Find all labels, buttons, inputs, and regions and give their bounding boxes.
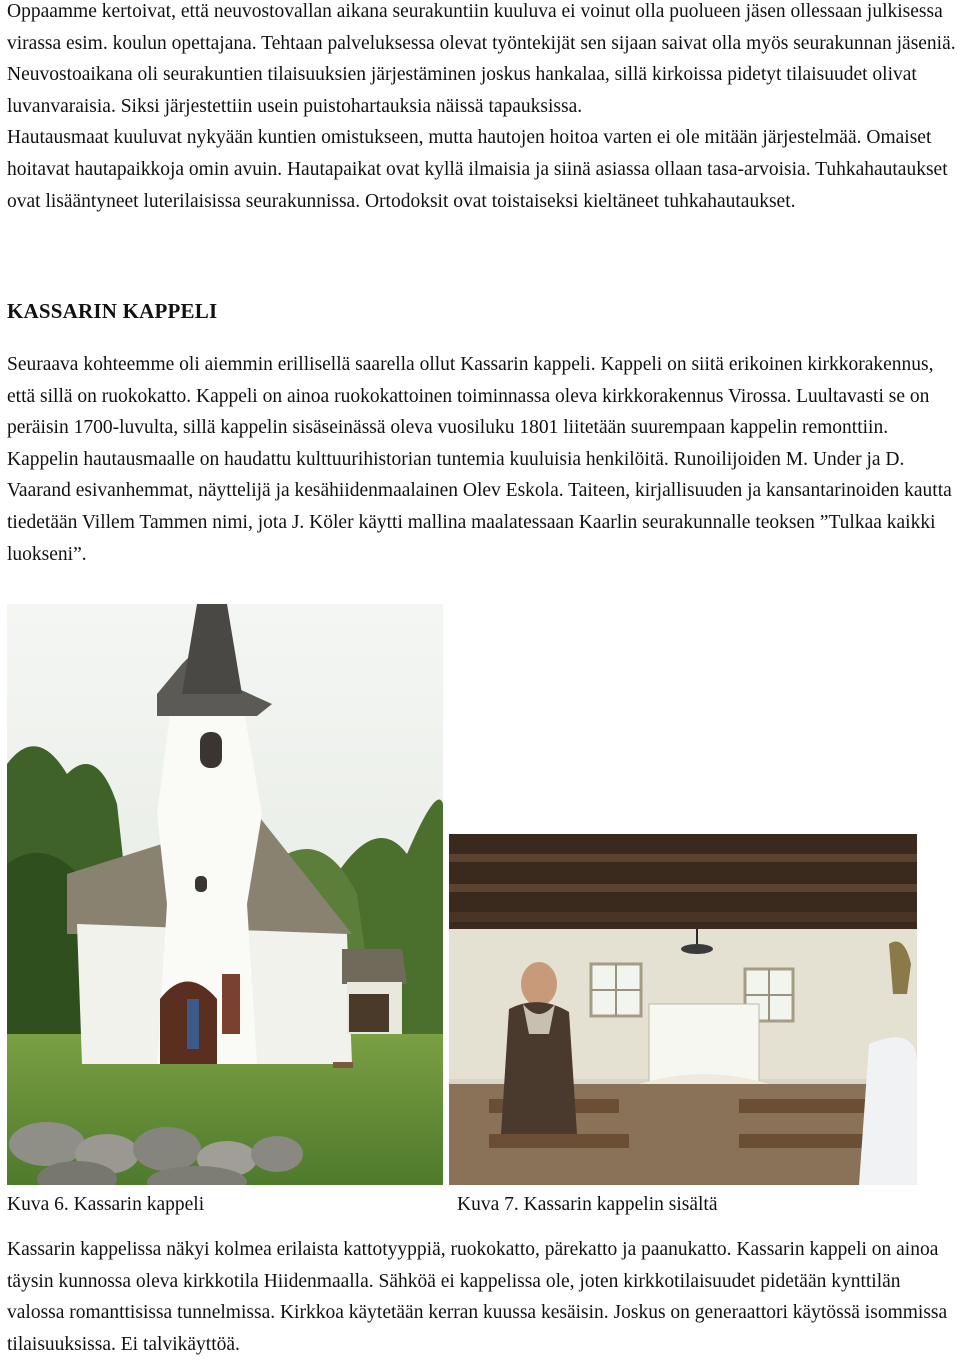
intro-text-section — [7, 0, 957, 217]
figure-6-caption: Kuva 6. Kassarin kappeli — [7, 1194, 205, 1215]
closing-paragraph: Kassarin kappelissa näkyi kolmea erilaista kattotyyppiä, ruokokatto, pärekatto ja paanukatto. Kassarin kappeli on ainoa täysin kunnossa oleva kirkkotila Hiidenmaalla. Sähköä ei kappelissa ole, joten kirkkotilaisuudet pidetään kynttilän valossa romanttisissa tunnelmissa. Kirkkoa käytetään kerran kuussa kesäisin. Joskus on generaattori käytössä isommissa tilaisuuksissa. Ei talvikäyttöä. — [7, 1239, 948, 1355]
intro-paragraph: Oppaamme kertoivat, että neuvostovallan aikana seurakuntiin kuuluva ei voinut olla puolueen jäsen ollessaan julkisessa virassa esim. koulun opettajana. Tehtaan palveluksessa olevat työntekijät sen sijaan saivat olla myös seurakunnan jäseniä. Neuvostoaikana oli seurakuntien tilaisuuksien järjestäminen joskus hankalaa, sillä kirkoissa pidetyt tilaisuudet olivat luvanvaraisia. Siksi järjestettiin usein puistohartauksia näissä tapauksissa. — [7, 1, 956, 117]
chapel-paragraph: Seuraava kohteemme oli aiemmin erillisellä saarella ollut Kassarin kappeli. Kappeli on siitä erikoinen kirkkorakennus, että sillä on ruokokatto. Kappeli on ainoa ruokokattoinen toiminnassa oleva kirkkorakennus Virossa. Luultavasti se on peräisin 1700-luvulta, sillä kappelin sisäseinässä oleva vuosiluku 1801 liitetään suurempaan kappelin remonttiin. Kappelin hautausmaalle on haudattu kulttuurihistorian tuntemia kuuluisia henkilöitä. Runoilijoiden M. Under ja D. Vaarand esivanhemmat, näyttelijä ja kesähiidenmaalainen Olev Eskola. Taiteen, kirjallisuuden ja kansantarinoiden kautta tiedetään Villem Tammen nimi, jota J. Köler käytti mallina maalatessaan Kaarlin seurakunnalle teoksen ”Tulkaa kaikki luokseni”. — [7, 354, 952, 565]
section-heading: KASSARIN KAPPELI — [7, 299, 218, 323]
cemetery-paragraph: Hautausmaat kuuluvat nykyään kuntien omistukseen, mutta hautojen hoitoa varten ei ole mitään järjestelmää. Omaiset hoitavat hautapaikkoja omin avuin. Hautapaikat ovat kyllä ilmaisia ja siinä asiassa ollaan tasa-arvoisia. Tuhkahautaukset ovat lisääntyneet luterilaisissa seurakunnissa. Ortodoksit ovat toistaiseksi kieltäneet tuhkahautaukset. — [7, 127, 948, 212]
chapel-text-section — [7, 349, 957, 570]
chapel-exterior-photo — [7, 604, 443, 1185]
figure-7-caption: Kuva 7. Kassarin kappelin sisältä — [457, 1194, 718, 1215]
chapel-interior-photo — [449, 834, 917, 1185]
closing-text-section — [7, 1234, 957, 1360]
